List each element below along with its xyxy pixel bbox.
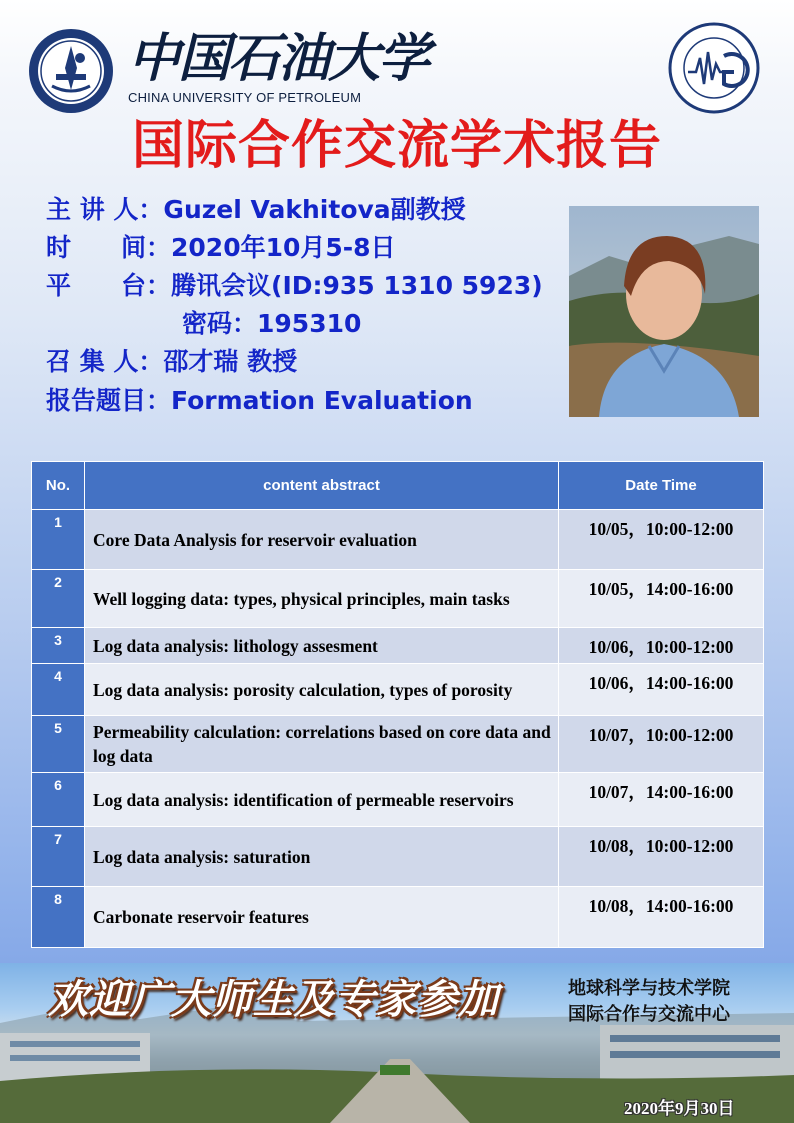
school-of-geosciences-emblem-icon <box>668 22 760 114</box>
university-name-english: CHINA UNIVERSITY OF PETROLEUM <box>128 90 362 105</box>
row-datetime: 10/07，14:00-16:00 <box>559 773 764 827</box>
topic-label: 报告题目： <box>46 386 172 415</box>
convener-value: 邵才瑞 教授 <box>163 347 298 376</box>
organizer-line-1: 地球科学与技术学院 <box>568 978 730 999</box>
time-label: 时 间： <box>46 233 172 262</box>
row-abstract: Log data analysis: lithology assesment <box>85 628 559 664</box>
row-no: 1 <box>32 510 85 570</box>
organizer-line-2: 国际合作与交流中心 <box>568 1004 730 1025</box>
row-datetime: 10/08，14:00-16:00 <box>559 887 764 948</box>
password-label: 密码： <box>182 309 258 338</box>
row-no: 5 <box>32 716 85 773</box>
topic-value: Formation Evaluation <box>171 386 473 415</box>
platform-line <box>46 268 543 304</box>
row-datetime: 10/05，14:00-16:00 <box>559 570 764 628</box>
row-no: 6 <box>32 773 85 827</box>
platform-value: 腾讯会议(ID:935 1310 5923) <box>171 271 543 300</box>
university-name-chinese: 中国石油大学 <box>128 28 429 89</box>
convener-label: 召 集 人： <box>46 347 164 376</box>
header-content-abstract: content abstract <box>85 462 559 510</box>
issue-date: 2020年9月30日 <box>624 1099 735 1118</box>
table-row <box>32 510 764 570</box>
table-row <box>32 664 764 716</box>
row-no: 4 <box>32 664 85 716</box>
row-abstract: Core Data Analysis for reservoir evaluation <box>85 510 559 570</box>
row-datetime: 10/06，14:00-16:00 <box>559 664 764 716</box>
header-date-time: Date Time <box>559 462 764 510</box>
speaker-label: 主 讲 人： <box>46 195 164 224</box>
speaker-photo <box>569 206 759 417</box>
row-no: 8 <box>32 887 85 948</box>
row-datetime: 10/06，10:00-12:00 <box>559 628 764 664</box>
row-abstract: Log data analysis: saturation <box>85 827 559 887</box>
header-no: No. <box>32 462 85 510</box>
table-row <box>32 570 764 628</box>
table-header-row <box>32 462 764 510</box>
row-no: 7 <box>32 827 85 887</box>
table-row <box>32 773 764 827</box>
speaker-line <box>46 192 466 228</box>
password-value: 195310 <box>257 309 362 338</box>
row-abstract: Permeability calculation: correlations based on core data and log data <box>85 716 559 773</box>
topic-line <box>46 383 473 419</box>
convener-line <box>46 344 297 380</box>
row-datetime: 10/07，10:00-12:00 <box>559 716 764 773</box>
row-abstract: Log data analysis: identification of permeable reservoirs <box>85 773 559 827</box>
row-no: 2 <box>32 570 85 628</box>
poster-title: 国际合作交流学术报告 <box>131 116 662 176</box>
schedule-table <box>31 461 763 946</box>
table-row <box>32 827 764 887</box>
row-no: 3 <box>32 628 85 664</box>
time-line <box>46 230 396 266</box>
table-row <box>32 887 764 948</box>
speaker-value: Guzel Vakhitova副教授 <box>163 195 466 224</box>
welcome-slogan: 欢迎广大师生及专家参加 <box>48 977 499 1023</box>
row-abstract: Well logging data: types, physical principles, main tasks <box>85 570 559 628</box>
university-seal-icon <box>28 28 114 114</box>
row-abstract: Carbonate reservoir features <box>85 887 559 948</box>
row-datetime: 10/05，10:00-12:00 <box>559 510 764 570</box>
platform-label: 平 台： <box>46 271 172 300</box>
password-line <box>182 306 361 342</box>
row-abstract: Log data analysis: porosity calculation, types of porosity <box>85 664 559 716</box>
table-row <box>32 716 764 773</box>
row-datetime: 10/08，10:00-12:00 <box>559 827 764 887</box>
time-value: 2020年10月5-8日 <box>171 233 396 262</box>
table-row <box>32 628 764 664</box>
